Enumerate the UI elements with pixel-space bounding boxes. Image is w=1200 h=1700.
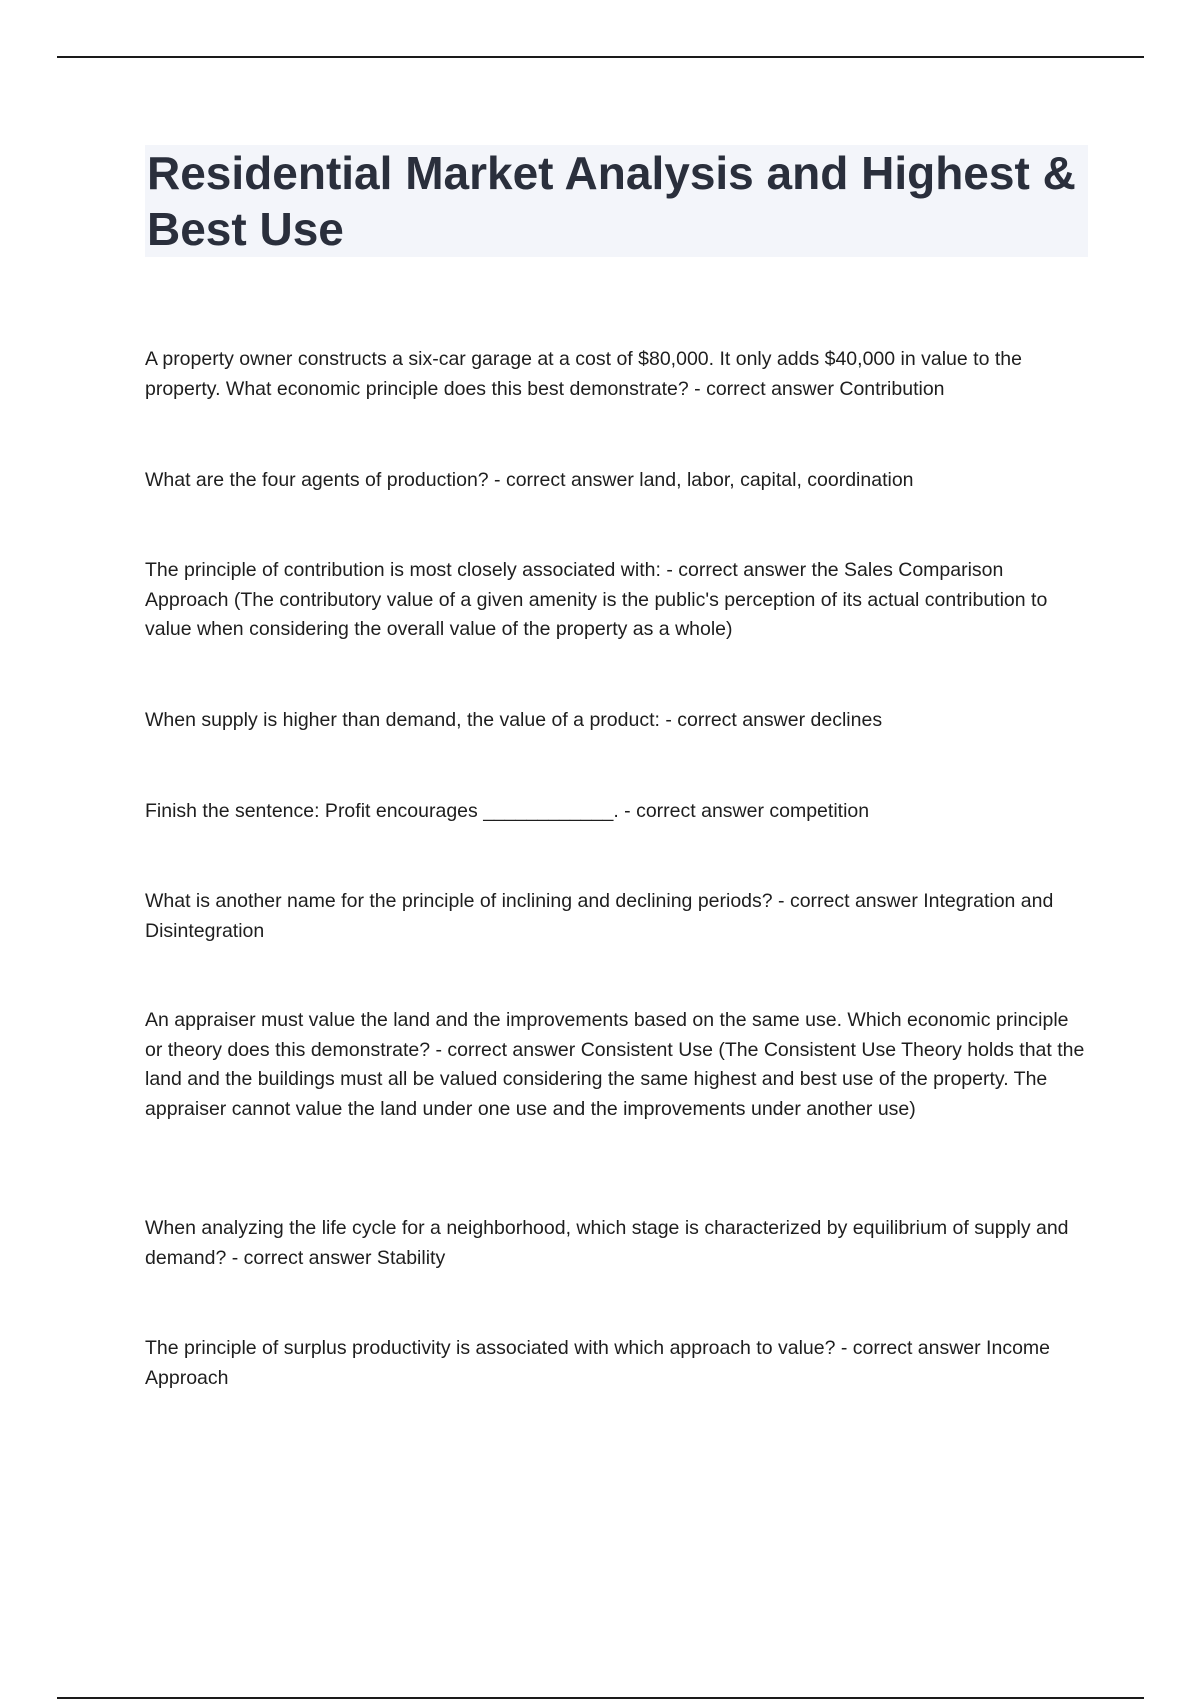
question-answer-9: The principle of surplus productivity is associated with which approach to value? - correct answer Income Approach	[145, 1337, 1051, 1389]
question-answer-5: Finish the sentence: Profit encourages ____________. - correct answer competition	[145, 800, 870, 822]
question-answer-6: What is another name for the principle of inclining and declining periods? - correct answer Integration and Disintegration	[145, 890, 1054, 942]
question-answer-1: A property owner constructs a six-car garage at a cost of $80,000. It only adds $40,000 in value to the property. What economic principle does this best demonstrate? - correct answer Contribution	[145, 348, 1022, 400]
question-answer-3: The principle of contribution is most closely associated with: - correct answer the Sales Comparison Approach (The contributory value of a given amenity is the public's perception of its actual contribution to value when considering the overall value of the property as a whole)	[145, 559, 1048, 640]
bottom-divider	[57, 1697, 1144, 1699]
question-answer-8: When analyzing the life cycle for a neighborhood, which stage is characterized by equilibrium of supply and demand? - correct answer Stability	[145, 1217, 1069, 1269]
question-answer-4: When supply is higher than demand, the value of a product: - correct answer declines	[145, 709, 883, 731]
top-divider	[57, 56, 1144, 58]
title-block	[145, 145, 1088, 257]
document-title: Residential Market Analysis and Highest & Best Use	[147, 147, 1076, 255]
question-answer-2: What are the four agents of production? - correct answer land, labor, capital, coordination	[145, 469, 914, 491]
question-answer-7: An appraiser must value the land and the improvements based on the same use. Which economic principle or theory does this demonstrate? - correct answer Consistent Use (The Consistent Use Theory holds that the land and the buildings must all be valued considering the same highest and best use of the property. The appraiser cannot value the land under one use and the improvements under another use)	[145, 1009, 1085, 1120]
